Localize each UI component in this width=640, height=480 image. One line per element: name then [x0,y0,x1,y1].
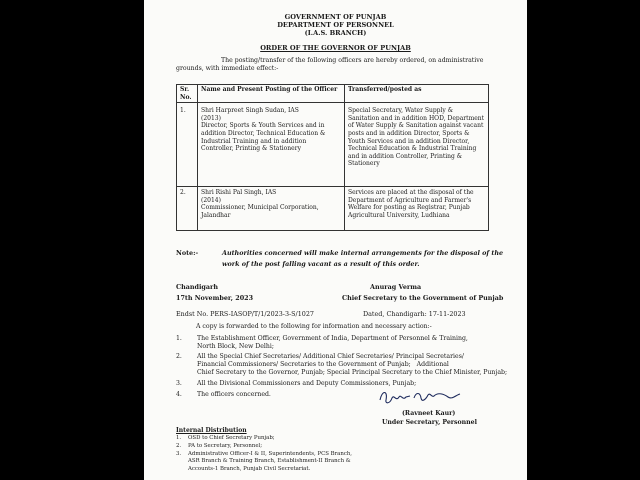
branch-heading: (I.A.S. BRANCH) [304,29,367,37]
row-transfer: Special Secretary, Water Supply & Sanitation and in addition HOD, Department of Water Supply & Sanitation against vacant posts and in addition Director, Sports & Youth Services and in addition Director, Technical Education & Industrial Training and in addition Controller, Printing & Stationery [345,103,489,187]
order-date: 17th November, 2023 [176,294,254,302]
row-sr: 2. [177,187,198,231]
signatory-name: Anurag Verma [370,283,422,291]
internal-item: Administrative Officer-I & II, Superintendents, PCS Branch, ASR Branch & Training Branch, Establishment-II Branch & Accounts-1 Branch, Punjab Civil Secretariat. [188,451,353,472]
left-margin [0,0,144,480]
table-row [177,103,489,187]
copy-no: 1. [176,335,182,342]
under-secretary-name: (Ravneet Kaur) [402,410,456,417]
place: Chandigarh [176,283,219,291]
endst-dated: Dated, Chandigarh: 17-11-2023 [363,310,466,318]
forward-line: A copy is forwarded to the following for information and necessary action:- [196,323,432,330]
row-name: Shri Harpreet Singh Sudan, IAS (2013) Director, Sports & Youth Services and in addition Director, Technical Education & Industrial Training and in addition Controller, Printing & Stationery [198,103,345,187]
right-margin [527,0,640,480]
endst-number: Endst No. PERS-IASOP/T/1/2023-3-S/1027 [176,310,314,318]
copy-no: 2. [176,353,182,360]
handwritten-signature [376,386,466,408]
internal-no: 1. [176,435,182,441]
dept-heading: DEPARTMENT OF PERSONNEL [277,21,394,29]
copy-no: 4. [176,391,182,398]
intro-line-1: The posting/transfer of the following officers are hereby ordered, on administrative [221,57,484,64]
note-label: Note:- [176,249,199,257]
order-title: ORDER OF THE GOVERNOR OF PUNJAB [260,44,411,52]
header-name: Name and Present Posting of the Officer [198,85,345,103]
table-header-row [177,85,489,103]
internal-item: PA to Secretary, Personnel; [188,443,263,449]
table-row [177,187,489,231]
copy-no: 3. [176,380,182,387]
signatory-title: Chief Secretary to the Government of Punjab [342,294,504,302]
copy-item: The Establishment Officer, Government of India, Department of Personnel & Training, North Block, New Delhi; [197,335,468,351]
internal-item: OSD to Chief Secretary Punjab; [188,435,275,441]
govt-heading: GOVERNMENT OF PUNJAB [284,13,387,21]
note-line-2: work of the post falling vacant as a result of this order. [222,260,420,268]
row-transfer: Services are placed at the disposal of the Department of Agriculture and Farmer's Welfare for posting as Registrar, Punjab Agricultural University, Ludhiana [345,187,489,231]
copy-item: All the Divisional Commissioners and Deputy Commissioners, Punjab; [197,380,417,387]
intro-line-2: grounds, with immediate effect:- [176,65,279,72]
internal-no: 3. [176,451,182,457]
note-line-1: Authorities concerned will make internal arrangements for the disposal of the [222,249,504,257]
header-sr: Sr. No. [177,85,198,103]
internal-no: 2. [176,443,182,449]
row-name: Shri Rishi Pal Singh, IAS (2014) Commissioner, Municipal Corporation, Jalandhar [198,187,345,231]
header-transfer: Transferred/posted as [345,85,489,103]
transfer-table [176,84,489,231]
document-page [144,0,527,480]
under-secretary-title: Under Secretary, Personnel [382,419,477,426]
row-sr: 1. [177,103,198,187]
copy-item: The officers concerned. [197,391,271,398]
internal-distribution-title: Internal Distribution [176,427,247,434]
copy-item: All the Special Chief Secretaries/ Additional Chief Secretaries/ Principal Secretaries/ Financial Commissioners/ Secretaries to the Government of Punjab; Additional Chief Secretary to the Governor, Punjab; Special Principal Secretary to the Chief Minister, Punjab; [197,353,508,377]
